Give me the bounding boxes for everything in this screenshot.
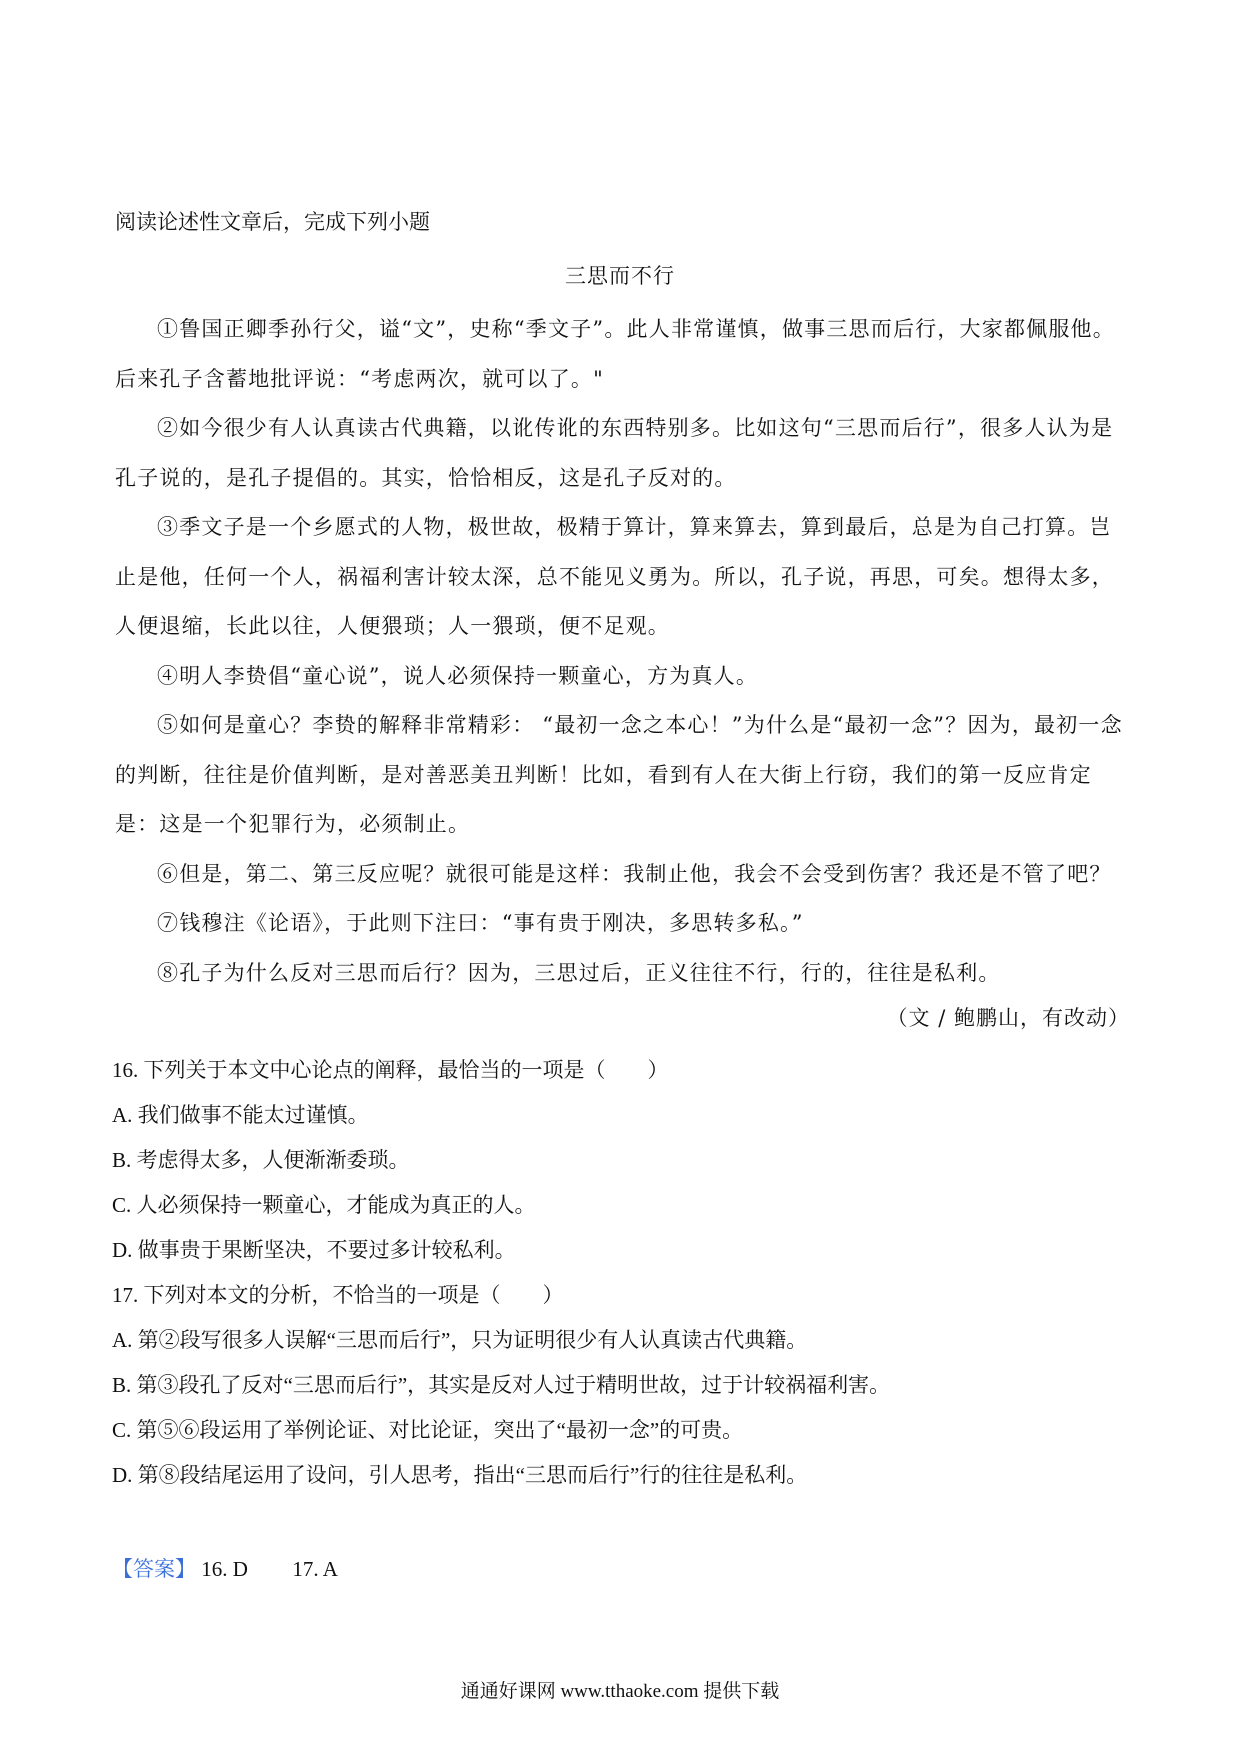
question-17-option-b: B. 第③段孔了反对“三思而后行”，其实是反对人过于精明世故，过于计较祸福利害。 (112, 1373, 891, 1397)
question-16-option-d: D. 做事贵于果断坚决，不要过多计较私利。 (112, 1238, 516, 1262)
article-source: （文 / 鲍鹏山，有改动） (886, 1006, 1130, 1030)
answer-16: 16. D (201, 1557, 248, 1581)
reading-instruction: 阅读论述性文章后，完成下列小题 (115, 210, 430, 234)
article-paragraph-5: ⑤如何是童心？李贽的解释非常精彩： “最初一念之本心！”为什么是“最初一念”？因为，最初一念的判断，往往是价值判断，是对善恶美丑判断！比如，看到有人在大街上行窃，我们的第一反应肯定是：这是一个犯罪行为，必须制止。 (115, 713, 1123, 836)
question-16-option-a: A. 我们做事不能太过谨慎。 (112, 1103, 369, 1127)
article-paragraph-4: ④明人李贽倡“童心说”，说人必须保持一颗童心，方为真人。 (157, 663, 759, 688)
answer-tag: 【答案】 (112, 1557, 196, 1581)
article-paragraph-7: ⑦钱穆注《论语》，于此则下注曰：“事有贵于刚决，多思转多私。” (157, 911, 804, 935)
answer-17: 17. A (292, 1557, 338, 1581)
question-17-option-a: A. 第②段写很多人误解“三思而后行”，只为证明很少有人认真读古代典籍。 (112, 1328, 808, 1352)
article-paragraph-2: ②如今很少有人认真读古代典籍，以讹传讹的东西特别多。比如这句“三思而后行”，很多人认为是孔子说的，是孔子提倡的。其实，恰恰相反，这是孔子反对的。 (115, 416, 1114, 490)
article-paragraph-6: ⑥但是，第二、第三反应呢？就很可能是这样：我制止他，我会不会受到伤害？我还是不管了吧？ (157, 861, 1112, 886)
answer-line (112, 1553, 338, 1583)
article-paragraph-1: ①鲁国正卿季孙行父，谥“文”，史称“季文子”。此人非常谨慎，做事三思而后行，大家都佩服他。后来孔子含蓄地批评说：“考虑两次，就可以了。" (115, 317, 1115, 391)
question-17-option-d: D. 第⑧段结尾运用了设问，引人思考，指出“三思而后行”行的往往是私利。 (112, 1463, 808, 1487)
article-body (115, 305, 1130, 998)
page-footer: 通通好课网 www.tthaoke.com 提供下载 (460, 1681, 780, 1702)
question-17-option-c: C. 第⑤⑥段运用了举例论证、对比论证，突出了“最初一念”的可贵。 (112, 1418, 744, 1442)
article-paragraph-3: ③季文子是一个乡愿式的人物，极世故，极精于算计，算来算去，算到最后，总是为自己打算。岂止是他，任何一个人，祸福利害计较太深，总不能见义勇为。所以，孔子说，再思，可矣。想得太多，人便退缩，长此以往，人便猥琐；人一猥琐，便不足观。 (115, 515, 1114, 638)
question-16-stem: 16. 下列关于本文中心论点的阐释，最恰当的一项是（ ） (112, 1058, 669, 1082)
question-16-option-c: C. 人必须保持一颗童心，才能成为真正的人。 (112, 1193, 536, 1217)
article-paragraph-8: ⑧孔子为什么反对三思而后行？因为，三思过后，正义往往不行，行的，往往是私利。 (157, 960, 1001, 985)
question-17-stem: 17. 下列对本文的分析，不恰当的一项是（ ） (112, 1283, 564, 1307)
article-title: 三思而不行 (565, 264, 675, 288)
question-16-option-b: B. 考虑得太多，人便渐渐委琐。 (112, 1148, 410, 1172)
